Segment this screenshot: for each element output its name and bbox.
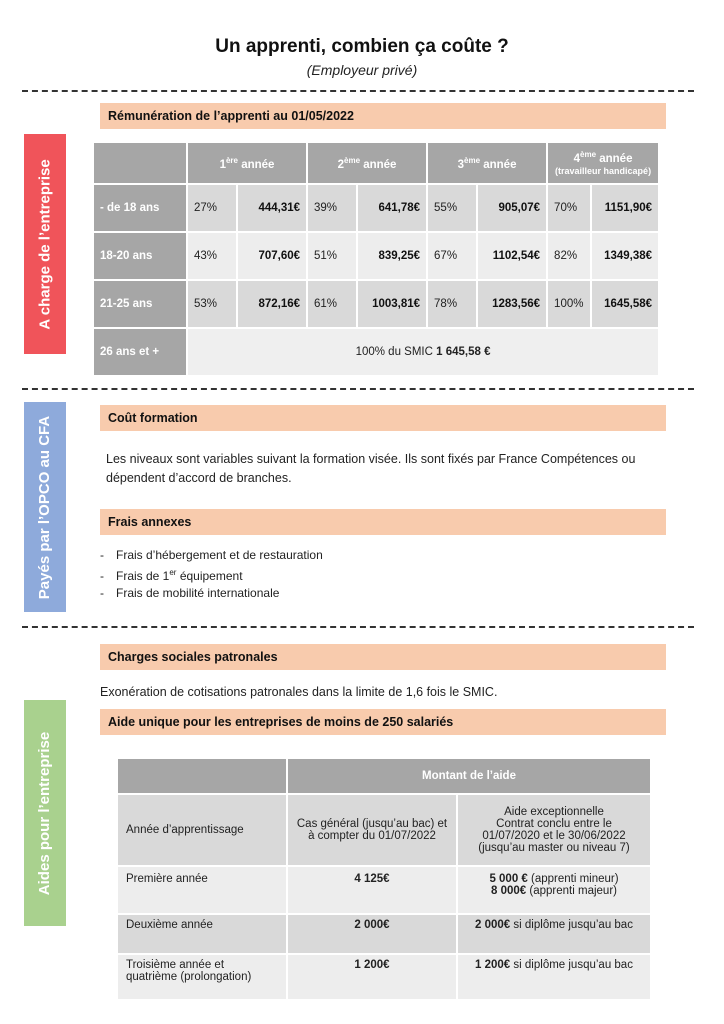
age-label: 18-20 ans: [93, 232, 187, 280]
pct-cell: 78%: [427, 280, 477, 328]
exceptional-amount: 5 000 € (apprenti mineur) 8 000€ (apprenti majeur): [457, 866, 651, 914]
row-label: Troisième année et quatrième (prolongation): [117, 954, 287, 1000]
amount-cell: 641,78€: [357, 184, 427, 232]
section-header-formation: Coût formation: [100, 405, 666, 431]
page-title: Un apprenti, combien ça coûte ?: [215, 36, 509, 57]
table-row: [93, 184, 659, 232]
table-row: [93, 232, 659, 280]
charges-text: Exonération de cotisations patronales dans la limite de 1,6 fois le SMIC.: [100, 685, 498, 699]
pct-cell: 61%: [307, 280, 357, 328]
amount-cell: 1102,54€: [477, 232, 547, 280]
pct-cell: 67%: [427, 232, 477, 280]
header-year-4: 4ème année (travailleur handicapé): [547, 142, 659, 184]
age-label: 26 ans et +: [93, 328, 187, 376]
header-year-2: 2ème année: [307, 142, 427, 184]
table-row: [117, 954, 651, 1000]
section-divider: [22, 90, 694, 92]
table-row: [117, 914, 651, 954]
pct-cell: 53%: [187, 280, 237, 328]
pct-cell: 55%: [427, 184, 477, 232]
header-blank: [117, 758, 287, 794]
header-montant: Montant de l’aide: [287, 758, 651, 794]
col-label-annee: Année d’apprentissage: [117, 794, 287, 866]
age-label: 21-25 ans: [93, 280, 187, 328]
amount-cell: 1349,38€: [591, 232, 659, 280]
table-header-row: [117, 758, 651, 794]
row-label: Première année: [117, 866, 287, 914]
page-subtitle: (Employeur privé): [306, 62, 418, 78]
pct-cell: 100%: [547, 280, 591, 328]
col-label-general: Cas général (jusqu’au bac) et à compter du 01/07/2022: [287, 794, 457, 866]
header-corner: [93, 142, 187, 184]
header-year-3: 3ème année: [427, 142, 547, 184]
section-header-remuneration: Rémunération de l’apprenti au 01/05/2022: [100, 103, 666, 129]
side-label-aides: Aides pour l’entreprise: [24, 700, 66, 926]
amount-cell: 444,31€: [237, 184, 307, 232]
table-header-row: [93, 142, 659, 184]
table-row: [93, 328, 659, 376]
list-item: - Frais de mobilité internationale: [100, 585, 660, 602]
aide-table: [116, 757, 652, 1001]
amount-cell: 905,07€: [477, 184, 547, 232]
section-header-charges: Charges sociales patronales: [100, 644, 666, 670]
remuneration-table: [92, 141, 660, 377]
section-divider: [22, 626, 694, 628]
general-amount: 2 000€: [287, 914, 457, 954]
amount-cell: 839,25€: [357, 232, 427, 280]
header-year-1: 1ère année: [187, 142, 307, 184]
smic-cell: 100% du SMIC 1 645,58 €: [187, 328, 659, 376]
age-label: - de 18 ans: [93, 184, 187, 232]
general-amount: 1 200€: [287, 954, 457, 1000]
list-item: - Frais d’hébergement et de restauration: [100, 547, 660, 564]
table-row: [117, 794, 651, 866]
section-header-frais: Frais annexes: [100, 509, 666, 535]
side-label-opco: Payés par l’OPCO au CFA: [24, 402, 66, 612]
table-row: [93, 280, 659, 328]
pct-cell: 39%: [307, 184, 357, 232]
amount-cell: 707,60€: [237, 232, 307, 280]
pct-cell: 70%: [547, 184, 591, 232]
amount-cell: 1003,81€: [357, 280, 427, 328]
amount-cell: 1283,56€: [477, 280, 547, 328]
pct-cell: 27%: [187, 184, 237, 232]
frais-list: [100, 547, 660, 602]
exceptional-amount: 1 200€ si diplôme jusqu’au bac: [457, 954, 651, 1000]
amount-cell: 1645,58€: [591, 280, 659, 328]
col-label-exceptionnelle: Aide exceptionnelle Contrat conclu entre le 01/07/2020 et le 30/06/2022 (jusqu’au master ou niveau 7): [457, 794, 651, 866]
list-item: - Frais de 1er équipement: [100, 564, 660, 585]
row-label: Deuxième année: [117, 914, 287, 954]
pct-cell: 51%: [307, 232, 357, 280]
formation-text: Les niveaux sont variables suivant la formation visée. Ils sont fixés par France Compétences ou dépendent d’accord de branches.: [106, 452, 636, 485]
section-header-aide: Aide unique pour les entreprises de moins de 250 salariés: [100, 709, 666, 735]
table-row: [117, 866, 651, 914]
amount-cell: 872,16€: [237, 280, 307, 328]
pct-cell: 82%: [547, 232, 591, 280]
general-amount: 4 125€: [287, 866, 457, 914]
pct-cell: 43%: [187, 232, 237, 280]
amount-cell: 1151,90€: [591, 184, 659, 232]
section-divider: [22, 388, 694, 390]
side-label-entreprise: A charge de l’entreprise: [24, 134, 66, 354]
exceptional-amount: 2 000€ si diplôme jusqu’au bac: [457, 914, 651, 954]
